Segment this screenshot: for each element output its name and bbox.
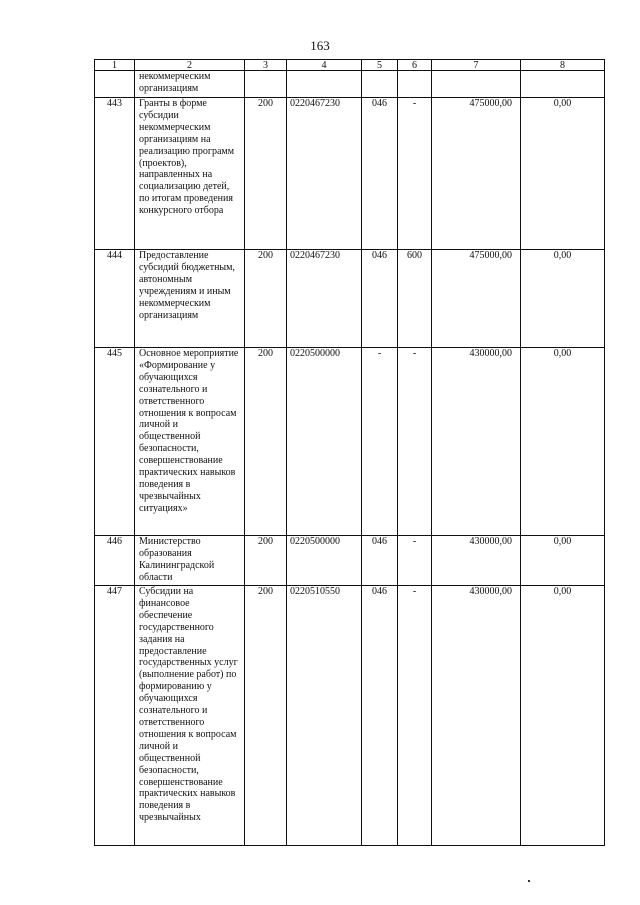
code-cell: - xyxy=(398,536,432,586)
table-header-row xyxy=(95,60,605,71)
code-cell xyxy=(245,71,287,98)
code-cell: 600 xyxy=(398,250,432,348)
table-row xyxy=(95,586,605,846)
amount-cell: 0,00 xyxy=(521,348,605,536)
code-cell xyxy=(362,71,398,98)
code-cell: 046 xyxy=(362,536,398,586)
row-number-cell: 444 xyxy=(95,250,135,348)
row-number-cell: 445 xyxy=(95,348,135,536)
amount-cell xyxy=(521,71,605,98)
code-cell: 046 xyxy=(362,250,398,348)
row-number-cell: 443 xyxy=(95,98,135,250)
amount-cell: 0,00 xyxy=(521,250,605,348)
column-header: 7 xyxy=(432,60,521,71)
target-article-cell: 0220467230 xyxy=(287,250,362,348)
column-header: 3 xyxy=(245,60,287,71)
target-article-cell: 0220500000 xyxy=(287,348,362,536)
code-cell xyxy=(398,71,432,98)
row-number-cell: 447 xyxy=(95,586,135,846)
row-number-cell: 446 xyxy=(95,536,135,586)
column-header: 8 xyxy=(521,60,605,71)
description-cell: Субсидии на финансовое обеспечение государственного задания на предоставление государственных услуг (выполнение работ) по формированию у обучающихся сознательного и ответственного отношения к вопросам личной и общественной безопасности, совершенствование практических навыков поведения в чрезвычайных xyxy=(135,586,245,846)
target-article-cell: 0220500000 xyxy=(287,536,362,586)
description-cell: некоммерческим организациям xyxy=(135,71,245,98)
description-cell: Основное мероприятие «Формирование у обучающихся сознательного и ответственного отношения к вопросам личной и общественной безопасности, совершенствование практических навыков поведения в чрезвычайных ситуациях» xyxy=(135,348,245,536)
code-cell: - xyxy=(398,348,432,536)
amount-cell: 430000,00 xyxy=(432,536,521,586)
code-cell: 200 xyxy=(245,98,287,250)
amount-cell: 475000,00 xyxy=(432,98,521,250)
target-article-cell: 0220467230 xyxy=(287,98,362,250)
amount-cell xyxy=(432,71,521,98)
amount-cell: 475000,00 xyxy=(432,250,521,348)
column-header: 2 xyxy=(135,60,245,71)
code-cell: 200 xyxy=(245,348,287,536)
column-header: 1 xyxy=(95,60,135,71)
table-row xyxy=(95,71,605,98)
column-header: 6 xyxy=(398,60,432,71)
page-number: 163 xyxy=(310,38,330,53)
description-cell: Предоставление субсидий бюджетным, автономным учреждениям и иным некоммерческим организациям xyxy=(135,250,245,348)
code-cell: 046 xyxy=(362,98,398,250)
target-article-cell xyxy=(287,71,362,98)
code-cell: 046 xyxy=(362,586,398,846)
amount-cell: 0,00 xyxy=(521,586,605,846)
column-header: 4 xyxy=(287,60,362,71)
code-cell: 200 xyxy=(245,250,287,348)
amount-cell: 430000,00 xyxy=(432,348,521,536)
amount-cell: 0,00 xyxy=(521,536,605,586)
table-row xyxy=(95,536,605,586)
scan-speck xyxy=(528,880,530,882)
table-row xyxy=(95,98,605,250)
code-cell: 200 xyxy=(245,586,287,846)
code-cell: - xyxy=(398,98,432,250)
column-header: 5 xyxy=(362,60,398,71)
code-cell: - xyxy=(362,348,398,536)
code-cell: 200 xyxy=(245,536,287,586)
budget-table xyxy=(94,59,605,846)
row-number-cell xyxy=(95,71,135,98)
table-row xyxy=(95,348,605,536)
amount-cell: 430000,00 xyxy=(432,586,521,846)
description-cell: Гранты в форме субсидии некоммерческим организациям на реализацию программ (проектов), направленных на социализацию детей, по итогам проведения конкурсного отбора xyxy=(135,98,245,250)
table-row xyxy=(95,250,605,348)
amount-cell: 0,00 xyxy=(521,98,605,250)
description-cell: Министерство образования Калининградской области xyxy=(135,536,245,586)
code-cell: - xyxy=(398,586,432,846)
target-article-cell: 0220510550 xyxy=(287,586,362,846)
